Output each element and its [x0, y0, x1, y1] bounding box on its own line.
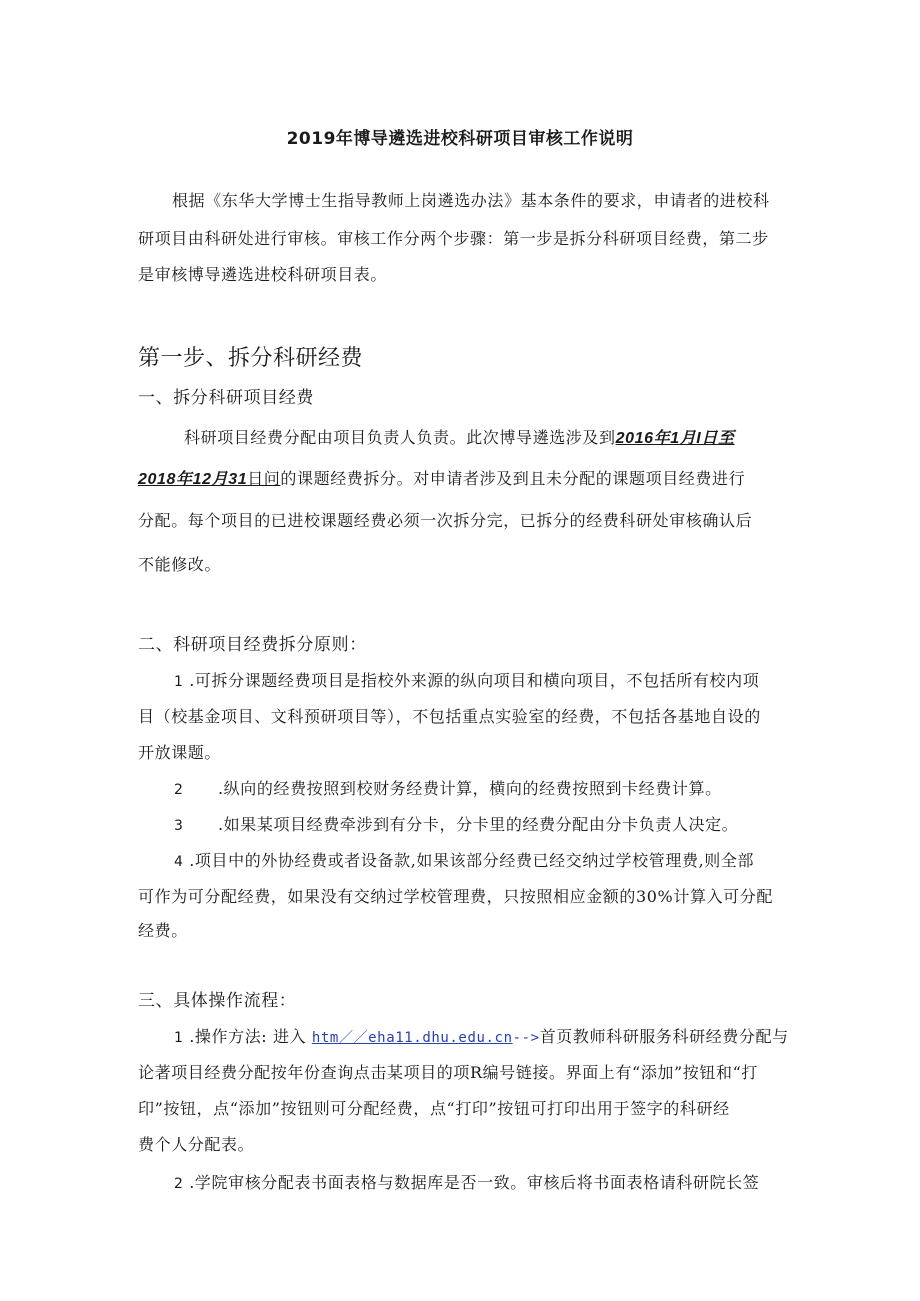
- intro-line-2: 研项目由科研处进行审核。审核工作分两个步骤：第一步是拆分科研项目经费，第二步: [138, 229, 769, 248]
- section1-para-line-2: [138, 466, 745, 489]
- procedure-2-text: .学院审核分配表书面表格与数据库是否一致。审核后将书面表格请科研院长签: [189, 1173, 760, 1192]
- principle-4-text: .项目中的外协经费或者设备款,如果该部分经费已经交纳过学校管理费,则全部: [189, 851, 755, 870]
- principle-2: [174, 776, 722, 799]
- page-title: 2019年博导遴选进校科研项目审核工作说明: [286, 129, 634, 149]
- procedure-2-line-1: [174, 1170, 759, 1193]
- principle-1-number: 1: [174, 674, 184, 690]
- nav-arrow: -->: [512, 1030, 540, 1046]
- section1-para-line-4: 不能修改。: [138, 555, 222, 574]
- section2-heading: 二、科研项目经费拆分原则：: [138, 635, 367, 655]
- system-url-link[interactable]: htm／／eha11.dhu.edu.cn: [311, 1030, 513, 1046]
- section1-para-text: 科研项目经费分配由项目负责人负责。此次博导遴选涉及到: [184, 428, 616, 447]
- principle-4-line-3: 经费。: [138, 921, 188, 940]
- date-range-end: 2018年12月31: [138, 471, 248, 488]
- intro-line-1: 根据《东华大学博士生指导教师上岗遴选办法》基本条件的要求，申请者的进校科: [172, 191, 770, 210]
- date-range-end-tail: 日问: [247, 471, 281, 488]
- principle-1-line-3: 开放课题。: [138, 743, 222, 762]
- principle-2-number: 2: [174, 782, 184, 798]
- procedure-1-line-4: 费个人分配表。: [138, 1135, 255, 1154]
- step1-heading: 第一步、拆分科研经费: [138, 346, 364, 371]
- principle-4-line-2: 可作为可分配经费，如果没有交纳过学校管理费，只按照相应金额的30%计算入可分配: [138, 887, 773, 906]
- principle-1-line-1: [174, 668, 759, 691]
- date-range-start: 2016年1月I日至: [615, 430, 735, 447]
- section1-para-line-1: [184, 425, 735, 448]
- intro-line-3: 是审核博导遴选进校科研项目表。: [138, 265, 388, 284]
- principle-1-text: .可拆分课题经费项目是指校外来源的纵向项目和横向项目，不包括所有校内项: [189, 671, 760, 690]
- principle-2-text: .纵向的经费按照到校财务经费计算，横向的经费按照到卡经费计算。: [218, 779, 722, 798]
- principle-3-text: .如果某项目经费牵涉到有分卡，分卡里的经费分配由分卡负责人决定。: [218, 815, 739, 834]
- procedure-1-line-1: [174, 1024, 789, 1047]
- procedure-1-text: .操作方法: 进入: [189, 1027, 307, 1046]
- procedure-1-line-3: 印”按钮，点“添加”按钮则可分配经费，点“打印”按钮可打印出用于签字的科研经: [138, 1099, 730, 1118]
- section3-heading: 三、具体操作流程：: [138, 991, 297, 1011]
- procedure-1-path: 首页教师科研服务科研经费分配与: [539, 1027, 789, 1046]
- section1-para-text-cont: 的课题经费拆分。对申请者涉及到且未分配的课题项目经费进行: [280, 469, 746, 488]
- procedure-1-number: 1: [174, 1030, 184, 1046]
- principle-4-line-1: [174, 848, 754, 871]
- section1-heading: 一、拆分科研项目经费: [138, 388, 314, 408]
- section1-para-line-3: 分配。每个项目的已进校课题经费必须一次拆分完，已拆分的经费科研处审核确认后: [138, 511, 753, 530]
- principle-1-line-2: 目（校基金项目、文科预研项目等），不包括重点实验室的经费，不包括各基地自设的: [138, 707, 761, 726]
- principle-3: [174, 812, 738, 835]
- principle-3-number: 3: [174, 818, 184, 834]
- procedure-2-number: 2: [174, 1176, 184, 1192]
- procedure-1-line-2: 论著项目经费分配按年份查询点击某项目的项R编号链接。界面上有“添加”按钮和“打: [138, 1063, 758, 1082]
- principle-4-number: 4: [174, 854, 184, 870]
